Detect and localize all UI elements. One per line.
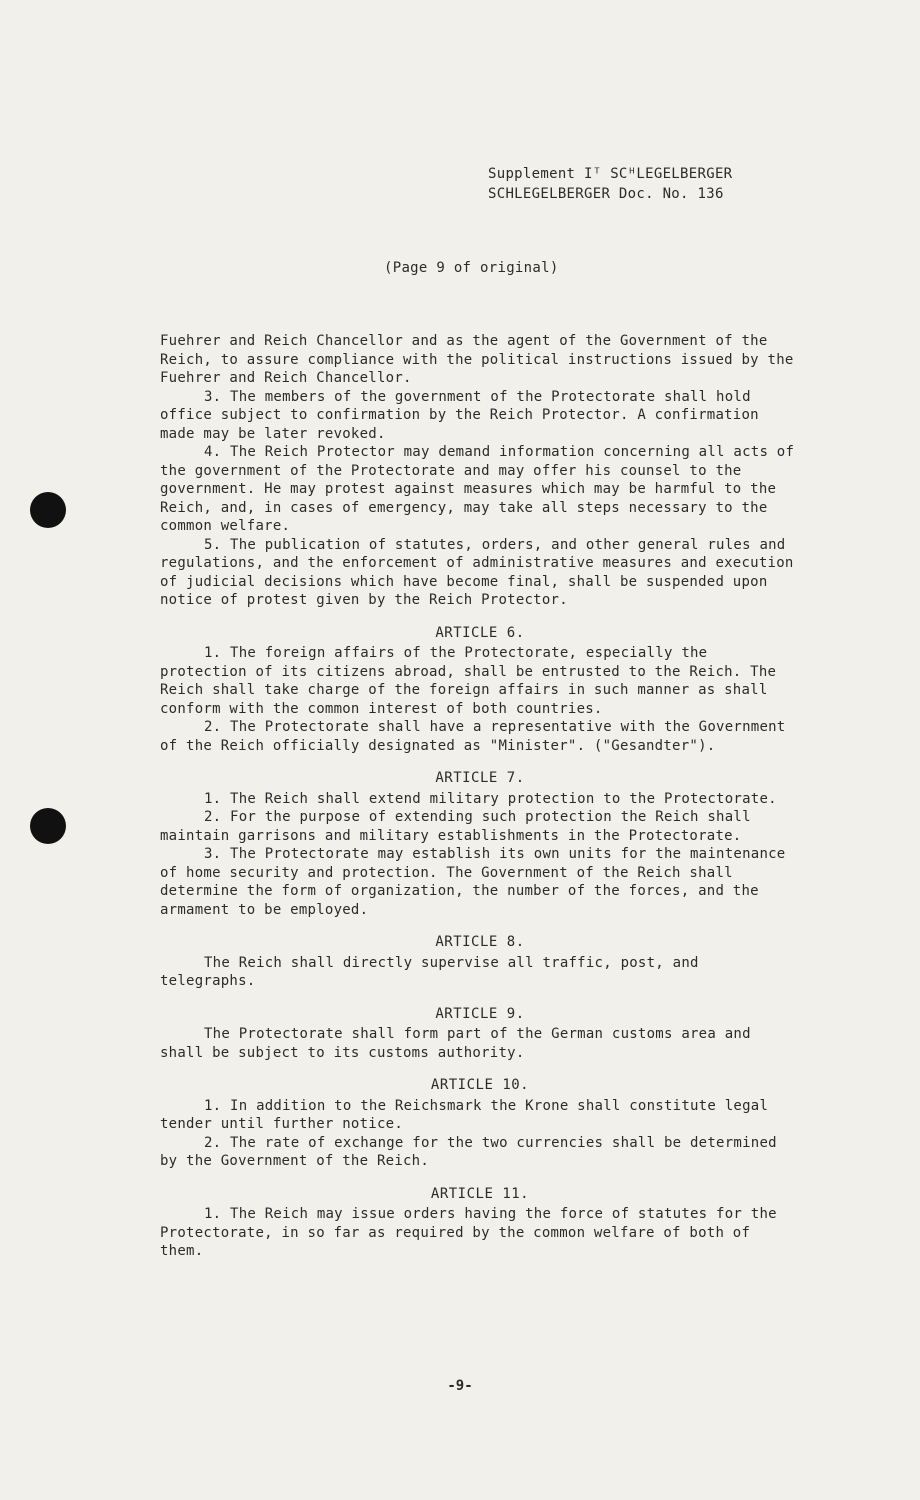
- body-paragraph: 2. The rate of exchange for the two currencies shall be determined by the Government of the Reich.: [160, 1134, 777, 1169]
- page-number: -9-: [447, 1378, 473, 1394]
- body-paragraph: The Reich shall directly supervise all traffic, post, and telegraphs.: [160, 954, 699, 989]
- article-heading: ARTICLE 11.: [430, 1185, 530, 1202]
- punch-hole: [30, 808, 66, 844]
- body-paragraph: 3. The Protectorate may establish its own units for the maintenance of home security and protection. The Government of the Reich shall determine the form of organization, the number of the forces, and the armament to be employed.: [160, 846, 786, 918]
- article-heading: ARTICLE 7.: [435, 770, 525, 786]
- body-paragraph: 3. The members of the government of the Protectorate shall hold office subject to confirmation by the Reich Protector. A confirmation made may be later revoked.: [160, 388, 759, 442]
- document-header: [488, 164, 732, 204]
- article-heading: ARTICLE 6.: [435, 624, 525, 641]
- body-paragraph: Fuehrer and Reich Chancellor and as the agent of the Government of the Reich, to assure compliance with the political instructions issued by the Fuehrer and Reich Chancellor.: [160, 333, 794, 386]
- body-paragraph: The Protectorate shall form part of the German customs area and shall be subject to its customs authority.: [160, 1026, 751, 1061]
- body-paragraph: 2. The Protectorate shall have a representative with the Government of the Reich officially designated as "Minister". ("Gesandter").: [160, 719, 786, 754]
- body-paragraph: 1. In addition to the Reichsmark the Krone shall constitute legal tender until further notice.: [160, 1097, 769, 1132]
- article-heading: ARTICLE 9.: [435, 1005, 525, 1022]
- body-paragraph: 1. The Reich shall extend military protection to the Protectorate.: [204, 790, 777, 807]
- body-paragraph: 1. The Reich may issue orders having the force of statutes for the Protectorate, in so far as required by the common welfare of both of them.: [160, 1206, 777, 1259]
- body-paragraph: 2. For the purpose of extending such protection the Reich shall maintain garrisons and military establishments in the Protectorate.: [160, 809, 751, 844]
- document-body: [160, 332, 800, 1261]
- supplement-label: Supplement Iᵀ SCᴴLEGELBERGER: [488, 166, 733, 182]
- original-page-reference: (Page 9 of original): [384, 260, 559, 276]
- body-paragraph: 5. The publication of statutes, orders, and other general rules and regulations, and the enforcement of administrative measures and execution of judicial decisions which have become final, shall be suspended upon notice of protest given by the Reich Protector.: [160, 536, 794, 608]
- article-heading: ARTICLE 10.: [430, 1077, 530, 1093]
- body-paragraph: 4. The Reich Protector may demand information concerning all acts of the government of the Protectorate and may offer his counsel to the government. He may protest against measures which may be harmful to the Reich, and, in cases of emergency, may take all steps necessary to the common welfare.: [160, 444, 795, 534]
- body-paragraph: 1. The foreign affairs of the Protectorate, especially the protection of its citizens abroad, shall be entrusted to the Reich. The Reich shall take charge of the foreign affairs in such manner as shall conform with the common interest of both countries.: [160, 645, 777, 717]
- article-heading: ARTICLE 8.: [435, 934, 525, 950]
- document-number: SCHLEGELBERGER Doc. No. 136: [488, 186, 724, 202]
- punch-hole: [30, 492, 66, 528]
